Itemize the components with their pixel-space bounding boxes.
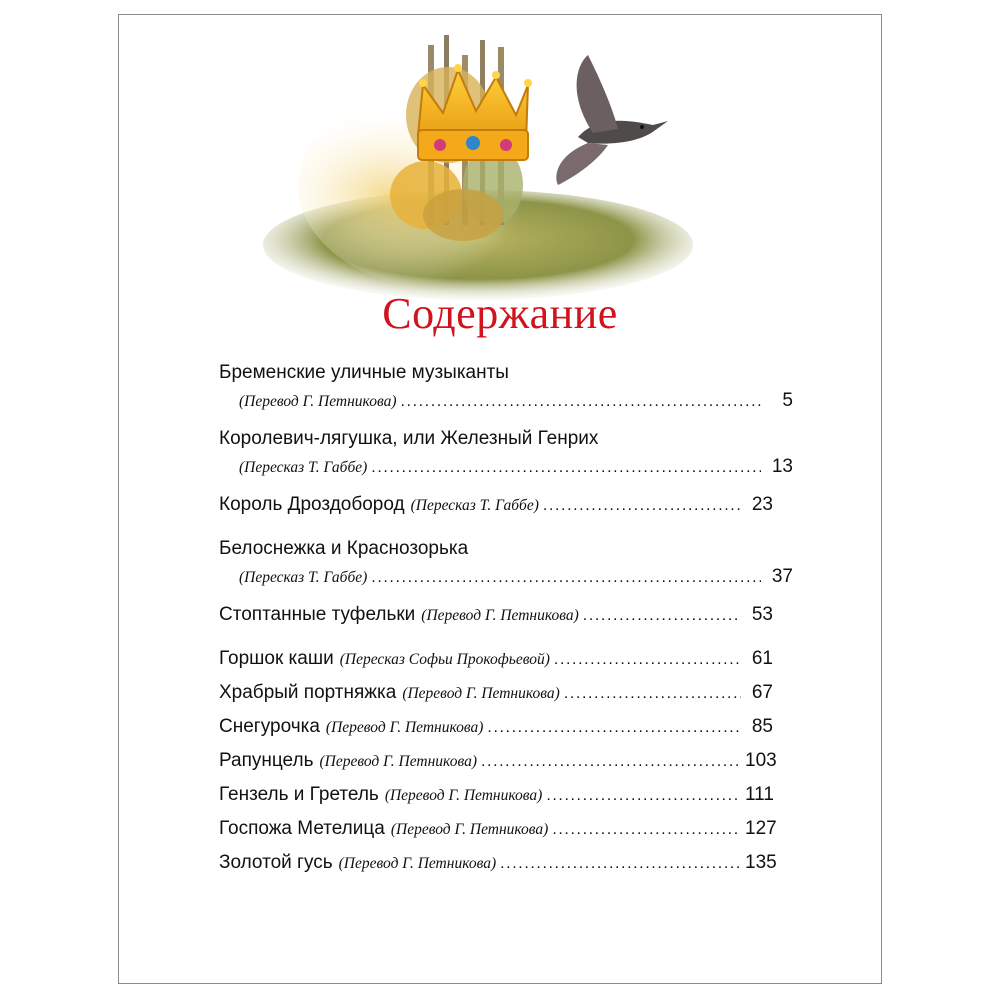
dot-leader — [481, 753, 741, 771]
toc-entry-title: Снегурочка — [219, 716, 320, 737]
toc-entry — [219, 494, 773, 522]
dot-leader — [552, 821, 741, 839]
dot-leader — [371, 459, 761, 477]
starling-bird-shape — [556, 55, 668, 185]
dot-leader — [371, 569, 761, 587]
toc-entry-translator: (Перевод Г. Петникова) — [384, 787, 543, 804]
toc-entry-page: 61 — [751, 648, 773, 669]
toc-entry — [219, 818, 777, 846]
crown-forest-and-starling-illustration — [258, 25, 752, 310]
toc-entry-translator: (Перевод Г. Петникова) — [421, 607, 579, 624]
toc-entry — [219, 362, 793, 418]
toc-entry-translator: (Пересказ Т. Габбе) — [239, 569, 368, 586]
toc-entry — [219, 538, 793, 594]
dot-leader — [583, 607, 741, 625]
toc-entry-translator: (Перевод Г. Петникова) — [390, 821, 549, 838]
dot-leader — [487, 719, 741, 737]
toc-entry-title: Рапунцель — [219, 750, 314, 771]
toc-entry-page: 103 — [745, 750, 777, 771]
toc-entry-page: 135 — [745, 852, 777, 873]
toc-entry-translator: (Перевод Г. Петникова) — [239, 393, 397, 410]
toc-entry-title: Белоснежка и Краснозорька — [219, 538, 469, 559]
toc-entry-page: 85 — [751, 716, 773, 737]
toc-entry-title: Золотой гусь — [219, 852, 333, 873]
toc-entry-title: Храбрый портняжка — [219, 682, 397, 703]
toc-entry-page: 13 — [771, 456, 793, 477]
toc-entry — [219, 648, 773, 676]
toc-entry-title: Стоптанные туфельки — [219, 604, 416, 625]
dot-leader — [543, 497, 741, 515]
toc-entry-translator: (Перевод Г. Петникова) — [325, 719, 484, 736]
toc-entry-title: Королевич-лягушка, или Железный Генрих — [219, 428, 599, 449]
toc-entry-translator: (Перевод Г. Петникова) — [402, 685, 560, 702]
toc-entry-translator: (Перевод Г. Петникова) — [319, 753, 477, 770]
toc-entry-page: 5 — [782, 390, 793, 411]
toc-entry-page: 53 — [751, 604, 773, 625]
toc-entry-title: Бременские уличные музыканты — [219, 362, 509, 383]
dot-leader — [554, 651, 741, 669]
toc-entry-translator: (Перевод Г. Петникова) — [338, 855, 497, 872]
toc-entry-page: 23 — [751, 494, 773, 515]
dot-leader — [546, 787, 741, 805]
toc-entry-translator: (Пересказ Т. Габбе) — [239, 459, 368, 476]
page-title: Содержание — [382, 289, 618, 338]
toc-entry-page: 111 — [745, 784, 774, 805]
toc-entry — [219, 604, 773, 632]
toc-entry — [219, 852, 777, 880]
toc-entry — [219, 682, 773, 710]
toc-entry — [219, 428, 793, 484]
toc-entry — [219, 784, 773, 812]
toc-entry-page: 127 — [745, 818, 777, 839]
toc-entry-page: 67 — [751, 682, 773, 703]
toc-entry-title: Гензель и Гретель — [219, 784, 379, 805]
dot-leader — [401, 393, 762, 411]
toc-entry-title: Король Дроздобород — [219, 494, 405, 515]
toc-entry — [219, 750, 777, 778]
toc-entry-title: Горшок каши — [219, 648, 334, 669]
toc-entry-translator: (Пересказ Т. Габбе) — [410, 497, 539, 514]
dot-leader — [500, 855, 741, 873]
toc-entry-title: Госпожа Метелица — [219, 818, 385, 839]
toc-entry — [219, 716, 773, 744]
dot-leader — [564, 685, 741, 703]
toc-entry-page: 37 — [771, 566, 793, 587]
toc-entry-translator: (Пересказ Софьи Прокофьевой) — [339, 651, 550, 668]
